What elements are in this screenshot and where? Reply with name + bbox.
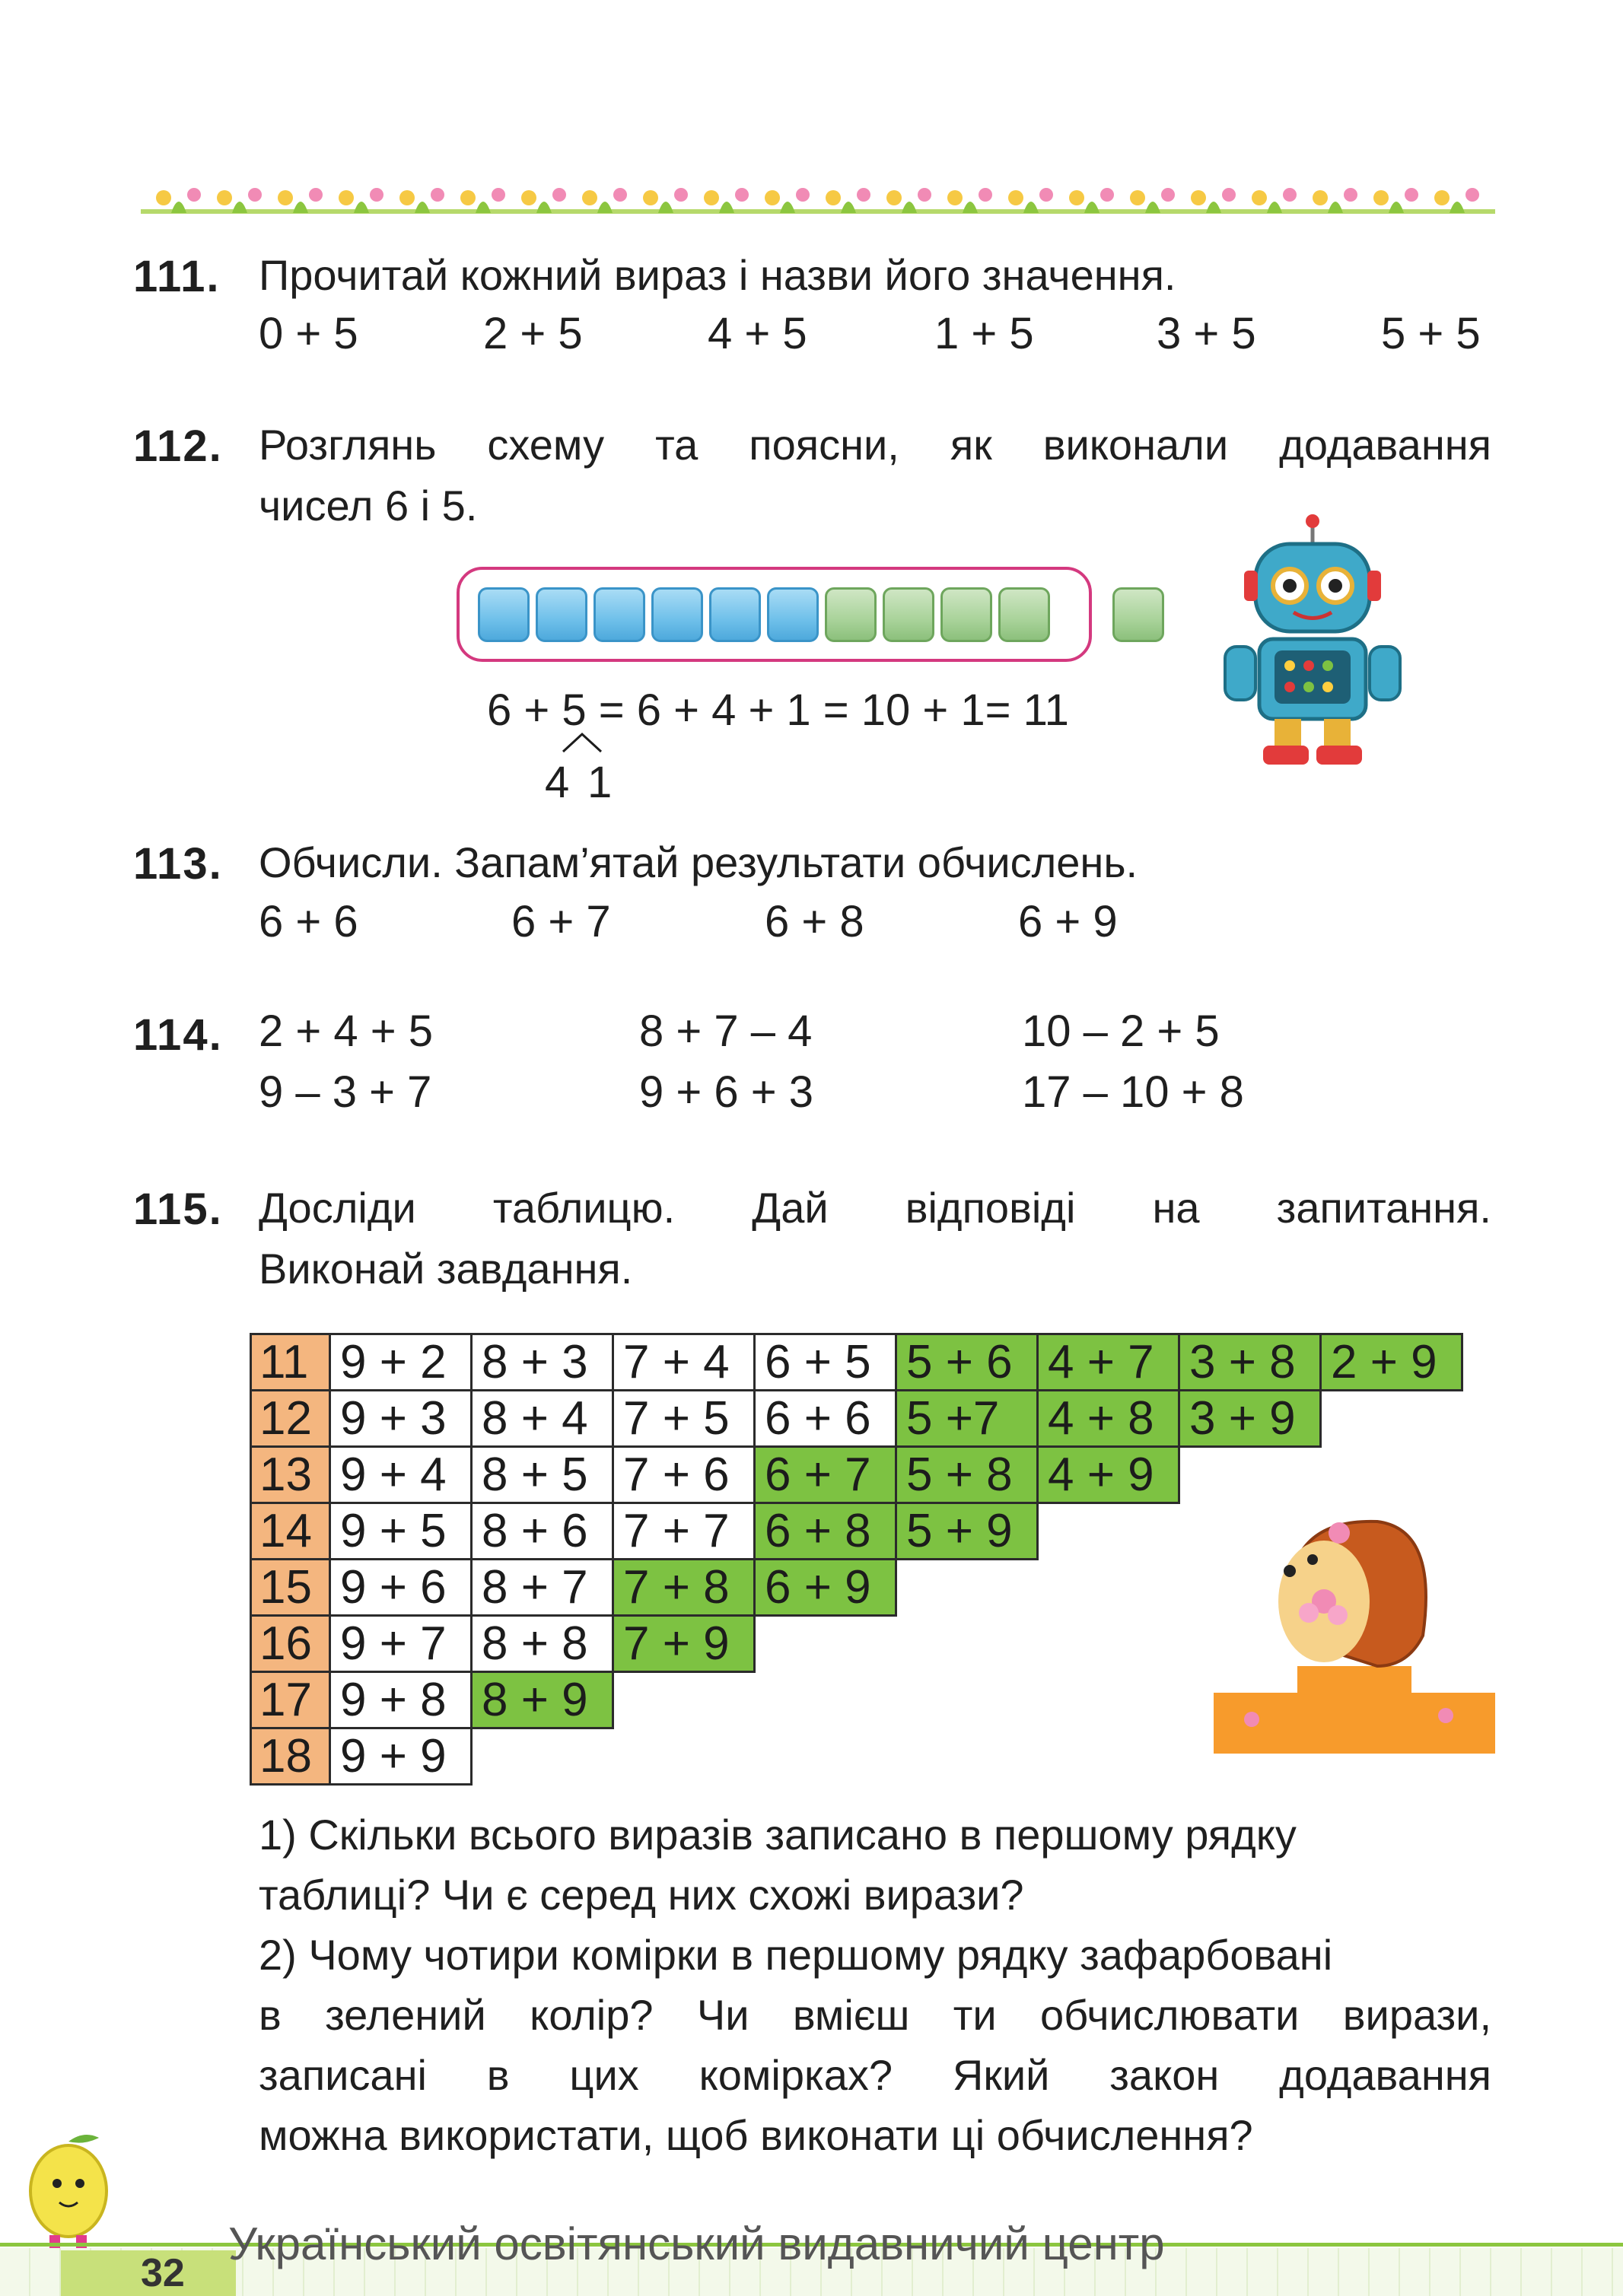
task-number-114: 114.: [133, 1010, 223, 1060]
table-row: [251, 1391, 1462, 1447]
empty-cell: [1038, 1672, 1179, 1728]
green-cube: [825, 587, 877, 642]
expression-cell: 9 + 7: [330, 1616, 472, 1672]
expression-cell: 6 + 5: [755, 1334, 896, 1391]
expression-cell: 5 + 6: [896, 1334, 1038, 1391]
expression-cell: 8 + 6: [472, 1503, 613, 1560]
sum-header-cell: 11: [251, 1334, 330, 1391]
expression-cell: 5 + 9: [896, 1503, 1038, 1560]
sum-header-cell: 15: [251, 1560, 330, 1616]
expression: 4 + 5: [708, 309, 807, 358]
task-number-115: 115.: [133, 1185, 223, 1234]
task-112-instruction-cont: чисел 6 і 5.: [259, 482, 478, 529]
empty-cell: [896, 1672, 1038, 1728]
task-113-instruction: Обчисли. Запам’ятай результати обчислень.: [259, 838, 1138, 886]
expression-cell: 5 + 8: [896, 1447, 1038, 1503]
empty-cell: [1038, 1560, 1179, 1616]
expression: 3 + 5: [1157, 309, 1256, 358]
task-111-instruction: Прочитай кожний вираз і назви його значення.: [259, 251, 1176, 299]
blue-cube: [709, 587, 761, 642]
question-line: в зелений колір? Чи вмієш ти обчислювати вирази,: [259, 1991, 1491, 2039]
expression: 17 – 10 + 8: [1022, 1067, 1244, 1117]
expression-cell: 5 +7: [896, 1391, 1038, 1447]
task-number-111: 111.: [133, 252, 221, 301]
expression-cell: 7 + 8: [613, 1560, 755, 1616]
task-115-instruction: Досліди таблицю. Дай відповіді на запитання.: [259, 1184, 1491, 1232]
sum-header-cell: 12: [251, 1391, 330, 1447]
empty-cell: [896, 1728, 1038, 1785]
blue-cube: [594, 587, 645, 642]
decomposition-equation: 6 + 5 = 6 + 4 + 1 = 10 + 1= 11: [487, 685, 1069, 735]
expression-cell: 7 + 4: [613, 1334, 755, 1391]
sum-header-cell: 17: [251, 1672, 330, 1728]
expression-cell: 8 + 8: [472, 1616, 613, 1672]
sum-header-cell: 13: [251, 1447, 330, 1503]
expression: 9 – 3 + 7: [259, 1067, 432, 1117]
robot-illustration: [1214, 514, 1427, 772]
hedgehog-illustration: [1210, 1487, 1499, 1757]
expression-cell: 8 + 5: [472, 1447, 613, 1503]
expression: 5 + 5: [1381, 309, 1481, 358]
expression-cell: 7 + 9: [613, 1616, 755, 1672]
expression: 8 + 7 – 4: [639, 1006, 813, 1056]
blue-cube: [651, 587, 703, 642]
blue-cube: [767, 587, 819, 642]
expression-cell: 6 + 8: [755, 1503, 896, 1560]
expression-cell: 7 + 6: [613, 1447, 755, 1503]
green-cube: [998, 587, 1050, 642]
expression: 10 – 2 + 5: [1022, 1006, 1220, 1056]
expression-cell: 4 + 8: [1038, 1391, 1179, 1447]
empty-cell: [1038, 1616, 1179, 1672]
question-line: можна використати, щоб виконати ці обчислення?: [259, 2111, 1253, 2159]
task-115-instruction-cont: Виконай завдання.: [259, 1245, 633, 1293]
expression: 9 + 6 + 3: [639, 1067, 813, 1117]
expression-cell: 9 + 8: [330, 1672, 472, 1728]
expression-cell: 9 + 5: [330, 1503, 472, 1560]
expression-cell: 8 + 4: [472, 1391, 613, 1447]
sum-header-cell: 16: [251, 1616, 330, 1672]
task-number-113: 113.: [133, 839, 223, 889]
green-cube: [883, 587, 934, 642]
question-line: 1) Скільки всього виразів записано в першому рядку: [259, 1811, 1297, 1859]
empty-cell: [613, 1728, 755, 1785]
expression-cell: 2 + 9: [1321, 1334, 1462, 1391]
expression-cell: 6 + 9: [755, 1560, 896, 1616]
expression-cell: 9 + 3: [330, 1391, 472, 1447]
expression: 2 + 4 + 5: [259, 1006, 433, 1056]
expression-cell: 4 + 7: [1038, 1334, 1179, 1391]
question-line: записані в цих комірках? Який закон додавання: [259, 2051, 1491, 2099]
empty-cell: [755, 1616, 896, 1672]
task-112-instruction: Розглянь схему та поясни, як виконали додавання: [259, 421, 1491, 469]
lemon-mascot-icon: [15, 2130, 122, 2252]
empty-cell: [613, 1672, 755, 1728]
expression-cell: 3 + 9: [1179, 1391, 1321, 1447]
expression-cell: 9 + 9: [330, 1728, 472, 1785]
expression: 6 + 8: [765, 897, 864, 946]
expression-cell: 9 + 4: [330, 1447, 472, 1503]
flower-border-decoration: [141, 167, 1495, 221]
split-part: 4: [545, 758, 570, 807]
empty-cell: [1321, 1391, 1462, 1447]
expression-cell: 4 + 9: [1038, 1447, 1179, 1503]
empty-cell: [896, 1616, 1038, 1672]
empty-cell: [755, 1728, 896, 1785]
empty-cell: [755, 1672, 896, 1728]
task-number-112: 112.: [133, 421, 223, 471]
expression: 6 + 6: [259, 897, 358, 946]
empty-cell: [472, 1728, 613, 1785]
expression: 2 + 5: [483, 309, 583, 358]
empty-cell: [1038, 1503, 1179, 1560]
expression-cell: 8 + 7: [472, 1560, 613, 1616]
expression-cell: 8 + 3: [472, 1334, 613, 1391]
blue-cube: [478, 587, 530, 642]
blue-cube: [536, 587, 587, 642]
page-number: 32: [61, 2250, 236, 2296]
expression-cell: 7 + 7: [613, 1503, 755, 1560]
question-line: 2) Чому чотири комірки в першому рядку зафарбовані: [259, 1931, 1333, 1979]
empty-cell: [896, 1560, 1038, 1616]
expression-cell: 9 + 2: [330, 1334, 472, 1391]
green-cube-extra: [1112, 587, 1164, 642]
expression-cell: 9 + 6: [330, 1560, 472, 1616]
question-line: таблиці? Чи є серед них схожі вирази?: [259, 1871, 1024, 1919]
expression: 6 + 7: [511, 897, 611, 946]
sum-header-cell: 18: [251, 1728, 330, 1785]
expression-cell: 3 + 8: [1179, 1334, 1321, 1391]
table-row: [251, 1334, 1462, 1391]
expression-cell: 6 + 7: [755, 1447, 896, 1503]
expression-cell: 7 + 5: [613, 1391, 755, 1447]
expression-cell: 6 + 6: [755, 1391, 896, 1447]
expression: 1 + 5: [934, 309, 1034, 358]
expression: 0 + 5: [259, 309, 358, 358]
green-cube: [940, 587, 992, 642]
expression: 6 + 9: [1018, 897, 1118, 946]
expression-cell: 8 + 9: [472, 1672, 613, 1728]
empty-cell: [1038, 1728, 1179, 1785]
split-part: 1: [587, 758, 613, 807]
split-caret: [559, 730, 605, 753]
sum-header-cell: 14: [251, 1503, 330, 1560]
publisher-name: Український освітянський видавничий центр: [228, 2218, 1165, 2269]
